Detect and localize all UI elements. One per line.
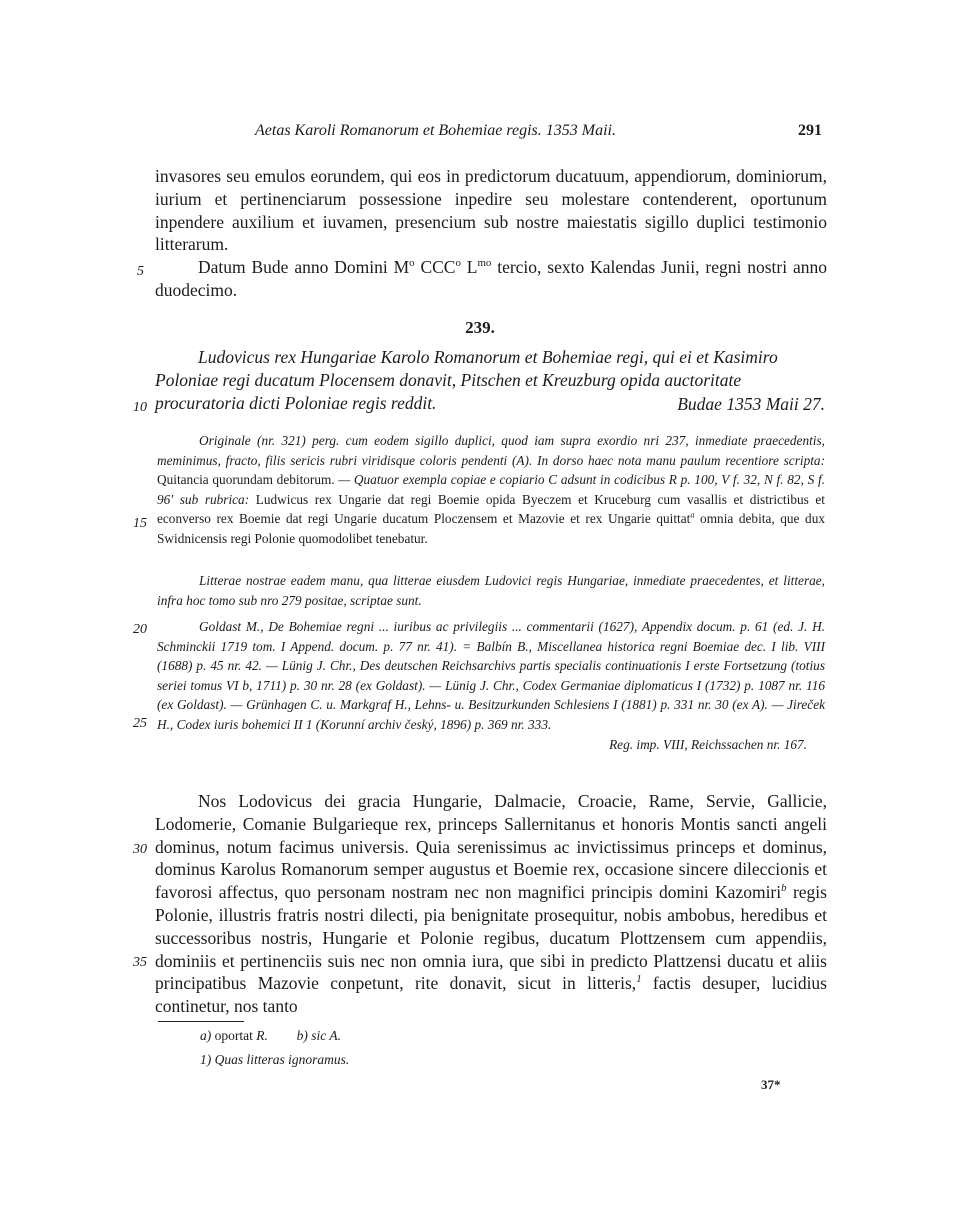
text-segment: factis desuper, lucidius continetur, nos tanto [155,973,827,1017]
apparatus-text: Originale (nr. 321) perg. cum eodem sigillo duplici, quod iam supra exordio nri 237, inmediate praecedentis, meminimus, fracto, filis sericis rubri viridisque coloris pendenti (A). In dorso haec nota manu paulum recentiore scripta: [157,433,825,468]
document-text [155,790,827,1018]
document-number: 239. [465,318,495,337]
footnote-siglum: R. [256,1028,268,1043]
text-segment: regis Polonie, illustris fratris nostri dilecti, pia benignitate prosequitur, nobis ambobus, heredibus et successoribus nostris, Hungarie et Polonie regibus, ducatum Plottzensem cum appendiis, dominiis et pertinenciis suis nec non omnia iura, que sibi in predicto Plattzensi ducatu et aliis principatibus Mazovie conpetunt, rite donavit, sicut in litteris, [155,882,827,994]
document-date: Budae 1353 Maii 27. [677,393,825,414]
continuation-paragraph: invasores seu emulos eorundem, qui eos in predictorum ducatuum, appendiorum, dominiorum, iurium et pertinenciarum possessione inpedire seu molestare contenderent, oportunum inpendere auxilium et iuvamen, presencium sub nostre maiestatis sigillo duplici testimonio litterarum. [155,166,827,255]
line-number: 5 [137,264,144,279]
apparatus-editions [157,617,825,754]
dating-text: Datum Bude anno Domini M [198,257,410,278]
running-title: Aetas Karoli Romanorum et Bohemiae regis. 1353 Maii. [255,122,616,139]
text-segment: Nos Lodovicus dei gracia Hungarie, Dalmacie, Croacie, Rame, Servie, Gallicie, Lodomerie, Comanie Bulgarieque rex, princeps Sallernitanus et honoris Montis sancti angeli dominus, notum facimus universis. Quia serenissimus ac invictissimus princeps et dominus, dominus Karolus Romanorum semper augustus et Boemie rex, occasione sincere dileccionis et favorosi affectus, quo personam nostram nec non magnifici principis domini Kazomiri [155,791,827,903]
apparatus-tradition [157,431,825,549]
footnote-mark: b) [296,1028,308,1043]
line-number: 15 [133,516,147,531]
footnote-ref: 1 [636,973,642,986]
signature-mark: 37* [761,1077,781,1092]
continuation-text [155,165,827,302]
apparatus-hand-note [157,571,825,610]
footnote-text: oportat [214,1028,253,1043]
footnote-1: 1) Quas litteras ignoramus. [200,1052,350,1067]
apparatus-text: Goldast M., De Bohemiae regni ... iuribus ac privilegiis ... commentarii (1627), Appendix docum. p. 61 (ed. J. H. Schminckii 1719 tom. I Append. docum. p. 77 nr. 41). = Balbín B., Miscellanea historica regni Boemiae dec. I lib. VIII (1688) p. 45 nr. 42. — Lünig J. Chr., Des deutschen Reichsarchivs partis specialis continuationis I erste Fortsetzung (totius seriei tomus VI b, 1711) p. 30 nr. 28 (ex Goldast). — Lünig J. Chr., Codex Germaniae diplomaticus I (1732) p. 1087 nr. 116 (ex Goldast). — Grünhagen C. u. Markgraf H., Lehns- u. Besitzurkunden Schlesiens I (1881) p. 331 nr. 30 (ex A). — Jireček H., Codex iuris bohemici II 1 (Korunní archiv český, 1896) p. 369 nr. 333. [157,619,825,732]
page-number: 291 [798,122,822,139]
apparatus-text: Ludwicus rex Ungarie dat regi Boemie opida Byeczem et Kruceburg cum vasallis et districtibus et econverso rex Boemie dat regi Ungarie ducatum Ploczensem et Mazovie et rex Ungarie quittat [157,491,825,527]
superscript: mo [477,257,492,270]
apparatus-text: Litterae nostrae eadem manu, qua litterae eiusdem Ludovici regis Hungariae, inmediate praecedentes, et litterae, infra hoc tomo sub nro 279 positae, scriptae sunt. [157,573,825,608]
apparatus-text: — Quatuor exempla copiae e copiario C adsunt in codicibus R p. 100, V f. 32, N f. 82, S f. 96' sub rubrica: [157,472,826,507]
regesta-reference: Reg. imp. VIII, Reichssachen nr. 167. [609,736,807,752]
line-number: 10 [133,400,147,415]
dating-text: tercio, sexto Kalendas Junii, regni nostri anno duodecimo. [155,257,827,300]
footnote-ref: b [781,882,787,895]
footnote-ref: a [690,510,695,520]
line-number: 30 [133,842,147,857]
dating-text: L [460,257,478,278]
regest-text: Ludovicus rex Hungariae Karolo Romanorum et Bohemiae regi, qui ei et Kasimiro Poloniae regi ducatum Plocensem donavit, Pitschen et Kreuzburg opida auctoritate procuratoria dicti Poloniae regis reddit. [155,347,778,413]
line-number: 25 [133,716,147,731]
superscript: o [455,257,461,270]
superscript: o [409,257,415,270]
footnote-rule [158,1021,244,1022]
footnote-a [200,1028,341,1044]
apparatus-text: omnia debita, que dux Swidnicensis regi Polonie quomodolibet tenebatur. [157,511,825,546]
line-number: 20 [133,622,147,637]
footnote-text: sic A. [311,1028,341,1043]
footnote-mark: a) [200,1028,212,1043]
dating-text: CCC [414,257,456,278]
apparatus-text: Quitancia quorundam debitorum. [157,472,339,488]
dating-clause [155,256,827,302]
line-number: 35 [133,955,147,970]
regest [155,346,825,415]
